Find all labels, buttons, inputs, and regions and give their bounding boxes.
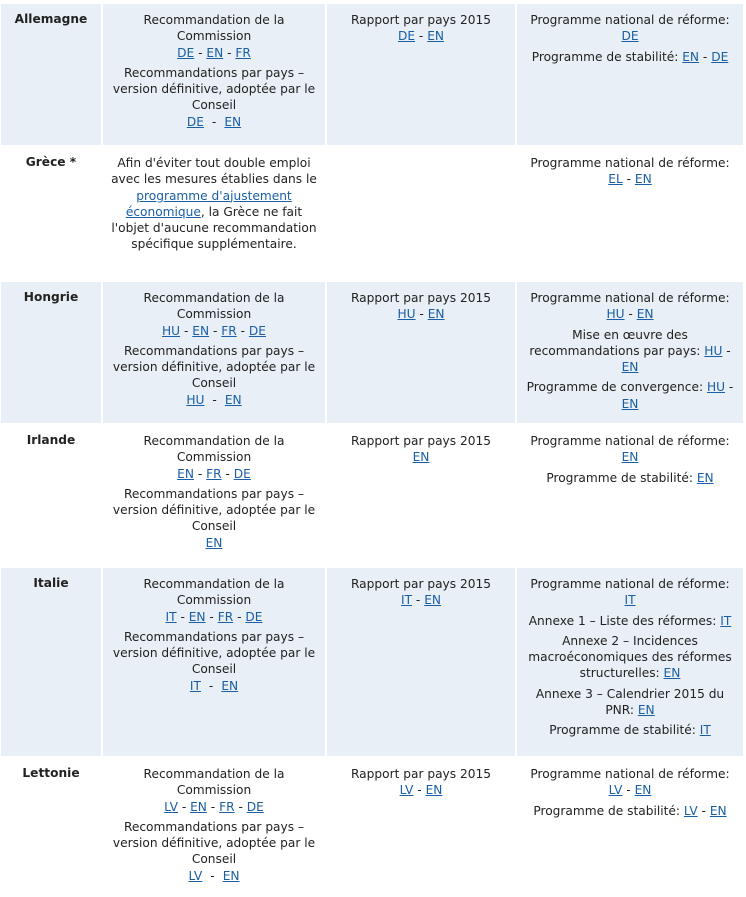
country-name: Grèce * [1,147,101,280]
rapport-link-en[interactable]: EN [412,450,430,465]
pnr-link-lv[interactable]: LV [608,783,623,798]
rec-link-de[interactable]: DE [233,466,251,481]
country-name: Allemagne [1,4,101,145]
stab-link-it[interactable]: IT [699,723,711,738]
rapport-link-en[interactable]: EN [427,307,445,322]
stab-link-en[interactable]: EN [682,49,700,64]
rec-title: Recommandation de la Commission [143,291,285,322]
rapport-cell: Rapport par pays 2015 IT - EN [327,568,515,756]
rec-link-de[interactable]: DE [245,609,263,624]
country-documents-table [0,2,745,896]
rec-link-fr[interactable]: FR [219,799,235,814]
programmes-cell: Programme national de réforme: DE Programme de stabilité: EN - DE [517,4,743,145]
recommendation-cell: Recommandation de la Commission EN - FR - DE Recommandations par pays – version définitive, adoptée par le Conseil EN [103,425,325,566]
rec-link-de[interactable]: DE [177,45,195,60]
final-title: Recommandations par pays – version définitive, adoptée par le Conseil [112,629,316,677]
rec-link-fr[interactable]: FR [217,609,234,624]
programmes-cell [517,568,743,756]
pnr-link-en[interactable]: EN [634,783,652,798]
pnr-link-it[interactable]: IT [624,593,636,608]
pnr-title: Programme national de réforme: [530,13,730,27]
rapport-cell: Rapport par pays 2015 LV - EN [327,758,515,894]
rapport-link-en[interactable]: EN [427,29,445,44]
rec-link-en[interactable]: EN [192,323,210,338]
pnr-title: Programme national de réforme: [530,577,730,591]
recommendation-cell [103,147,325,280]
final-link-it[interactable]: IT [189,678,201,693]
stab-title: Programme de stabilité: [533,803,680,818]
stab-link-en[interactable]: EN [709,803,727,818]
table-row-lettonie [1,758,743,894]
country-name: Irlande [1,425,101,566]
pnr-link-en[interactable]: EN [621,450,639,465]
final-title: Recommandations par pays – version définitive, adoptée par le Conseil [112,486,316,534]
table-row-allemagne [1,4,743,145]
greece-text-2: , la Grèce ne fait l'objet d'aucune recommandation spécifique supplémentaire. [111,204,317,252]
pnr-title: Programme national de réforme: [530,291,730,305]
final-title: Recommandations par pays – version définitive, adoptée par le Conseil [112,343,316,391]
rec-title: Recommandation de la Commission [143,13,285,44]
rec-title: Recommandation de la Commission [143,767,285,798]
greece-text-1: Afin d'éviter tout double emploi avec les mesures établies dans le [111,156,317,187]
rec-link-lv[interactable]: LV [164,799,178,814]
conv-link-en[interactable]: EN [621,396,639,411]
rec-link-fr[interactable]: FR [206,466,222,481]
country-name: Lettonie [1,758,101,894]
pnr-link-hu[interactable]: HU [606,307,625,322]
recommendation-cell: Recommandation de la Commission DE - EN - FR Recommandations par pays – version définitive, adoptée par le Conseil DE - EN [103,4,325,145]
final-link-en[interactable]: EN [224,114,242,129]
programmes-cell: Programme national de réforme: EL - EN [517,147,743,280]
mise-title: Mise en œuvre des recommandations par pays: [529,327,701,358]
final-link-de[interactable]: DE [186,114,204,129]
final-title: Recommandations par pays – version définitive, adoptée par le Conseil [112,65,316,113]
rapport-title: Rapport par pays 2015 [350,13,491,27]
pnr-link-en[interactable]: EN [636,307,654,322]
table-row-irlande [1,425,743,566]
rapport-link-en[interactable]: EN [424,593,442,608]
rec-link-de[interactable]: DE [248,323,266,338]
rec-title: Recommandation de la Commission [143,434,285,465]
rapport-link-lv[interactable]: LV [399,783,414,798]
final-link-en[interactable]: EN [205,535,223,550]
rapport-title: Rapport par pays 2015 [350,577,491,591]
final-link-en[interactable]: EN [221,678,239,693]
rec-link-it[interactable]: IT [165,609,177,624]
table-row-grece [1,147,743,280]
rapport-cell [327,425,515,566]
rapport-title: Rapport par pays 2015 [350,291,491,305]
rapport-link-en[interactable]: EN [425,783,443,798]
programmes-cell: Programme national de réforme: HU - EN Mise en œuvre des recommandations par pays: HU - EN Programme de convergence: HU - EN [517,282,743,423]
rapport-link-it[interactable]: IT [400,593,413,608]
rec-link-fr[interactable]: FR [235,45,251,60]
rec-link-en[interactable]: EN [188,609,206,624]
annexe1-link-it[interactable]: IT [720,613,732,628]
rapport-cell [327,147,515,280]
programmes-cell [517,425,743,566]
pnr-link-de[interactable]: DE [621,29,639,44]
conv-link-hu[interactable]: HU [706,380,726,395]
recommendation-cell: Recommandation de la Commission HU - EN - FR - DE Recommandations par pays – version définitive, adoptée par le Conseil HU - EN [103,282,325,423]
stab-link-de[interactable]: DE [711,49,729,64]
country-name: Italie [1,568,101,756]
recommendation-cell: Recommandation de la Commission LV - EN - FR - DE Recommandations par pays – version définitive, adoptée par le Conseil LV - EN [103,758,325,894]
rapport-link-de[interactable]: DE [397,29,416,44]
stab-title: Programme de stabilité: [549,723,696,738]
rapport-cell: Rapport par pays 2015 HU - EN [327,282,515,423]
annexe3-title: Annexe 3 – Calendrier 2015 du PNR: [535,686,725,718]
country-name: Hongrie [1,282,101,423]
rec-link-en[interactable]: EN [206,45,224,60]
programmes-cell: Programme national de réforme: LV - EN Programme de stabilité: LV - EN [517,758,743,894]
rec-link-en[interactable]: EN [190,799,207,814]
final-title: Recommandations par pays – version définitive, adoptée par le Conseil [112,819,316,867]
rec-link-fr[interactable]: FR [221,323,237,338]
annexe2-title: Annexe 2 – Incidences macroéconomiques des réformes structurelles: [528,633,732,681]
final-link-en[interactable]: EN [224,392,242,407]
recommendation-cell: Recommandation de la Commission IT - EN - FR - DE Recommandations par pays – version définitive, adoptée par le Conseil IT - EN [103,568,325,756]
adjustment-programme-link[interactable]: programme d'ajustement économique [125,188,292,219]
stab-link-lv[interactable]: LV [683,803,698,818]
rapport-cell: Rapport par pays 2015 DE - EN [327,4,515,145]
rapport-link-hu[interactable]: HU [397,307,416,322]
rec-link-hu[interactable]: HU [162,323,181,338]
pnr-link-en[interactable]: EN [634,172,652,187]
stab-title: Programme de stabilité: [531,49,679,64]
conv-title: Programme de convergence: [526,380,704,395]
pnr-title: Programme national de réforme: [530,434,730,448]
table-row-italie [1,568,743,756]
rec-link-de[interactable]: DE [246,799,264,814]
annexe1-title: Annexe 1 – Liste des réformes: [528,613,717,628]
rapport-title: Rapport par pays 2015 [350,767,491,781]
final-link-lv[interactable]: LV [188,868,203,883]
final-link-hu[interactable]: HU [186,392,205,407]
table-row-hongrie [1,282,743,423]
mise-link-hu[interactable]: HU [704,343,723,358]
stab-title: Programme de stabilité: [546,470,693,485]
rec-title: Recommandation de la Commission [143,577,285,608]
annexe2-link-en[interactable]: EN [663,666,681,681]
mise-link-en[interactable]: EN [621,360,639,375]
rec-link-en[interactable]: EN [177,466,194,481]
annexe3-link-en[interactable]: EN [637,703,655,718]
rapport-title: Rapport par pays 2015 [350,434,491,448]
stab-link-en[interactable]: EN [696,470,714,485]
final-link-en[interactable]: EN [222,868,240,883]
pnr-title: Programme national de réforme: [530,156,730,170]
pnr-link-el[interactable]: EL [608,172,623,187]
pnr-title: Programme national de réforme: [530,767,730,781]
